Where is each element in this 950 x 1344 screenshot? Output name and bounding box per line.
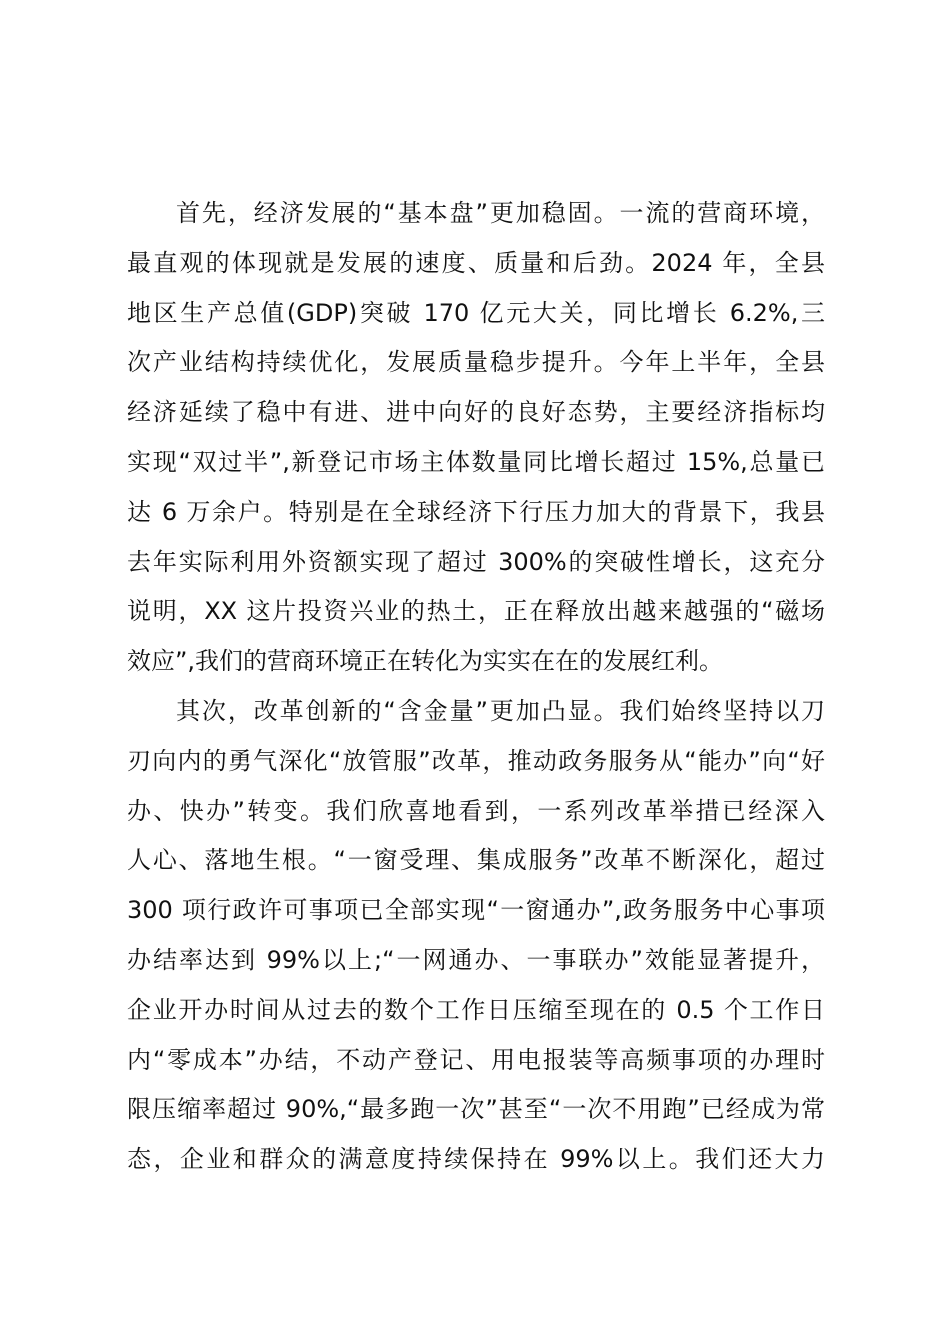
paragraph-reform-innovation xyxy=(127,691,825,1189)
text-line: 最直观的体现就是发展的速度、质量和后劲。2024 年，全县 xyxy=(127,248,825,277)
document-body xyxy=(127,193,825,1189)
text-line: 说明，XX 这片投资兴业的热土，正在释放出越来越强的“磁场 xyxy=(127,597,825,626)
text-line: 企业开办时间从过去的数个工作日压缩至现在的 0.5 个工作日 xyxy=(127,995,825,1024)
text-line: 首先，经济发展的“基本盘”更加稳固。一流的营商环境， xyxy=(176,199,825,227)
text-line: 去年实际利用外资额实现了超过 300%的突破性增长，这充分 xyxy=(127,547,825,576)
text-line: 效应”,我们的营商环境正在转化为实实在在的发展红利。 xyxy=(127,647,724,676)
text-line: 限压缩率超过 90%,“最多跑一次”甚至“一次不用跑”已经成为常 xyxy=(127,1095,825,1124)
text-line: 300 项行政许可事项已全部实现“一窗通办”,政务服务中心事项 xyxy=(127,896,825,925)
paragraph-economic-development xyxy=(127,193,825,691)
text-line: 实现“双过半”,新登记市场主体数量同比增长超过 15%,总量已 xyxy=(127,447,825,476)
text-line: 次产业结构持续优化，发展质量稳步提升。今年上半年，全县 xyxy=(127,348,825,377)
text-line: 办结率达到 99%以上;“一网通办、一事联办”效能显著提升， xyxy=(127,945,825,974)
text-line: 达 6 万余户。特别是在全球经济下行压力加大的背景下，我县 xyxy=(127,497,825,526)
text-line: 刃向内的勇气深化“放管服”改革，推动政务服务从“能办”向“好 xyxy=(127,746,825,775)
text-line: 其次，改革创新的“含金量”更加凸显。我们始终坚持以刀 xyxy=(176,696,825,725)
text-line: 态，企业和群众的满意度持续保持在 99%以上。我们还大力 xyxy=(127,1145,825,1174)
text-line: 经济延续了稳中有进、进中向好的良好态势，主要经济指标均 xyxy=(127,398,825,427)
text-line: 人心、落地生根。“一窗受理、集成服务”改革不断深化，超过 xyxy=(127,846,825,875)
text-line: 地区生产总值(GDP)突破 170 亿元大关，同比增长 6.2%,三 xyxy=(127,298,825,327)
text-line: 办、快办”转变。我们欣喜地看到，一系列改革举措已经深入 xyxy=(127,796,825,825)
text-line: 内“零成本”办结，不动产登记、用电报装等高频事项的办理时 xyxy=(127,1045,825,1074)
